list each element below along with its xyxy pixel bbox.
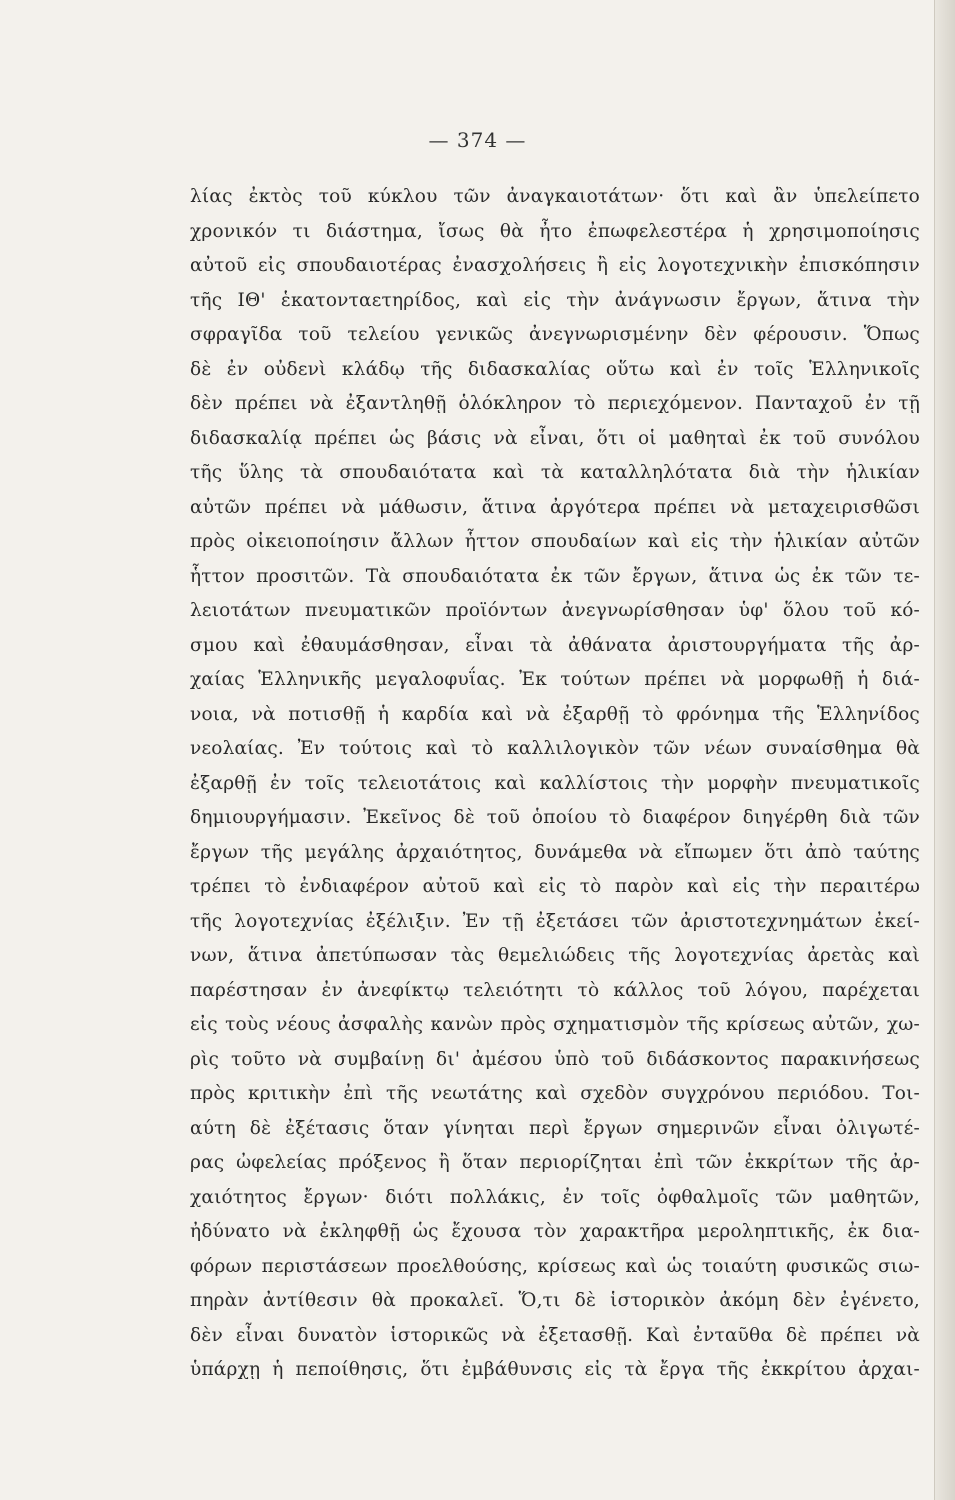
text-line: νεολαίας. Ἐν τούτοις καὶ τὸ καλλιλογικὸν τῶν νέων συναίσθημα θὰ [190, 738, 920, 759]
text-line: πηρὰν ἀντίθεσιν θὰ προκαλεῖ. Ὅ,τι δὲ ἱστορικὸν ἀκόμη δὲν ἐγένετο, [190, 1290, 920, 1311]
page-edge [934, 0, 955, 1500]
text-line: δὲ ἐν οὐδενὶ κλάδῳ τῆς διδασκαλίας οὕτω καὶ ἐν τοῖς Ἑλληνικοῖς [190, 358, 920, 380]
text-line: ρὶς τοῦτο νὰ συμβαίνῃ δι' ἀμέσου ὑπὸ τοῦ διδάσκοντος παρακινήσεως [190, 1048, 920, 1070]
text-line: δημιουργήμασιν. Ἐκεῖνος δὲ τοῦ ὁποίου τὸ διαφέρον διηγέρθη διὰ τῶν [190, 807, 920, 828]
text-line: αύτη δὲ ἐξέτασις ὅταν γίνηται περὶ ἔργων σημερινῶν εἶναι ὀλιγωτέ- [190, 1117, 920, 1139]
text-line: δὲν εἶναι δυνατὸν ἱστορικῶς νὰ ἐξετασθῇ. Καὶ ἐνταῦθα δὲ πρέπει νὰ [190, 1324, 920, 1346]
text-line: τῆς λογοτεχνίας ἐξέλιξιν. Ἐν τῇ ἐξετάσει τῶν ἀριστοτεχνημάτων ἐκεί- [190, 910, 920, 932]
text-line: τῆς ΙΘ' ἑκατονταετηρίδος, καὶ εἰς τὴν ἀνάγνωσιν ἔργων, ἅτινα τὴν [190, 289, 920, 311]
text-line: ὑπάρχῃ ἡ πεποίθησις, ὅτι ἐμβάθυνσις εἰς τὰ ἔργα τῆς ἐκκρίτου ἀρχαι- [190, 1359, 920, 1380]
text-line: ἐξαρθῇ ἐν τοῖς τελειοτάτοις καὶ καλλίστοις τὴν μορφὴν πνευματικοῖς [190, 772, 920, 794]
text-line: αὐτοῦ εἰς σπουδαιοτέρας ἐνασχολήσεις ἢ εἰς λογοτεχνικὴν ἐπισκόπησιν [190, 255, 920, 276]
text-line: διδασκαλίᾳ πρέπει ὡς βάσις νὰ εἶναι, ὅτι οἱ μαθηταὶ ἐκ τοῦ συνόλου [190, 427, 920, 449]
text-line: δὲν πρέπει νὰ ἐξαντληθῇ ὁλόκληρον τὸ περιεχόμενον. Πανταχοῦ ἐν τῇ [190, 393, 920, 414]
text-line: τρέπει τὸ ἐνδιαφέρον αὐτοῦ καὶ εἰς τὸ παρὸν καὶ εἰς τὴν περαιτέρω [190, 876, 920, 897]
text-line: ἔργων τῆς μεγάλης ἀρχαιότητος, δυνάμεθα νὰ εἴπωμεν ὅτι ἀπὸ ταύτης [190, 841, 920, 863]
text-line: λειοτάτων πνευματικῶν προϊόντων ἀνεγνωρίσθησαν ὑφ' ὅλου τοῦ κό- [190, 600, 920, 621]
text-line: σφραγῖδα τοῦ τελείου γενικῶς ἀνεγνωρισμένην δὲν φέρουσιν. Ὅπως [190, 324, 920, 345]
text-line: τῆς ὕλης τὰ σπουδαιότατα καὶ τὰ καταλληλότατα διὰ τὴν ἡλικίαν [190, 462, 920, 483]
text-line: παρέστησαν ἐν ἀνεφίκτῳ τελειότητι τὸ κάλλος τοῦ λόγου, παρέχεται [190, 979, 920, 1001]
text-line: σμου καὶ ἐθαυμάσθησαν, εἶναι τὰ ἀθάνατα ἀριστουργήματα τῆς ἀρ- [190, 634, 920, 656]
text-line: νων, ἅτινα ἀπετύπωσαν τὰς θεμελιώδεις τῆς λογοτεχνίας ἀρετὰς καὶ [190, 945, 920, 966]
text-line: ρας ὠφελείας πρόξενος ἢ ὅταν περιορίζηται ἐπὶ τῶν ἐκκρίτων τῆς ἀρ- [190, 1152, 920, 1173]
page-number: — 374 — [428, 128, 527, 152]
text-line: λίας ἐκτὸς τοῦ κύκλου τῶν ἀναγκαιοτάτων· ὅτι καὶ ἂν ὑπελείπετο [190, 186, 920, 207]
text-line: πρὸς οἰκειοποίησιν ἄλλων ἧττον σπουδαίων καὶ εἰς τὴν ἡλικίαν αὐτῶν [190, 531, 920, 552]
text-line: αὐτῶν πρέπει νὰ μάθωσιν, ἅτινα ἀργότερα πρέπει νὰ μεταχειρισθῶσι [190, 496, 920, 518]
text-line: φόρων περιστάσεων προελθούσης, κρίσεως καὶ ὡς τοιαύτη φυσικῶς σιω- [190, 1255, 920, 1277]
text-line: χρονικόν τι διάστημα, ἴσως θὰ ἦτο ἐπωφελεστέρα ἡ χρησιμοποίησις [190, 220, 920, 242]
body-text [190, 180, 920, 1388]
text-line: χαίας Ἑλληνικῆς μεγαλοφυΐας. Ἐκ τούτων πρέπει νὰ μορφωθῇ ἡ διά- [190, 669, 920, 690]
text-line: νοια, νὰ ποτισθῇ ἡ καρδία καὶ νὰ ἐξαρθῇ τὸ φρόνημα τῆς Ἑλληνίδος [190, 703, 920, 725]
text-line: πρὸς κριτικὴν ἐπὶ τῆς νεωτάτης καὶ σχεδὸν συγχρόνου περιόδου. Τοι- [190, 1083, 920, 1104]
text-line: ἠδύνατο νὰ ἐκληφθῇ ὡς ἔχουσα τὸν χαρακτῆρα μεροληπτικῆς, ἐκ δια- [190, 1221, 920, 1242]
text-line: χαιότητος ἔργων· διότι πολλάκις, ἐν τοῖς ὀφθαλμοῖς τῶν μαθητῶν, [190, 1186, 920, 1208]
text-line: εἰς τοὺς νέους ἀσφαλὴς κανὼν πρὸς σχηματισμὸν τῆς κρίσεως αὐτῶν, χω- [190, 1014, 920, 1035]
text-line: ἧττον προσιτῶν. Τὰ σπουδαιότατα ἐκ τῶν ἔργων, ἅτινα ὡς ἐκ τῶν τε- [190, 565, 920, 587]
